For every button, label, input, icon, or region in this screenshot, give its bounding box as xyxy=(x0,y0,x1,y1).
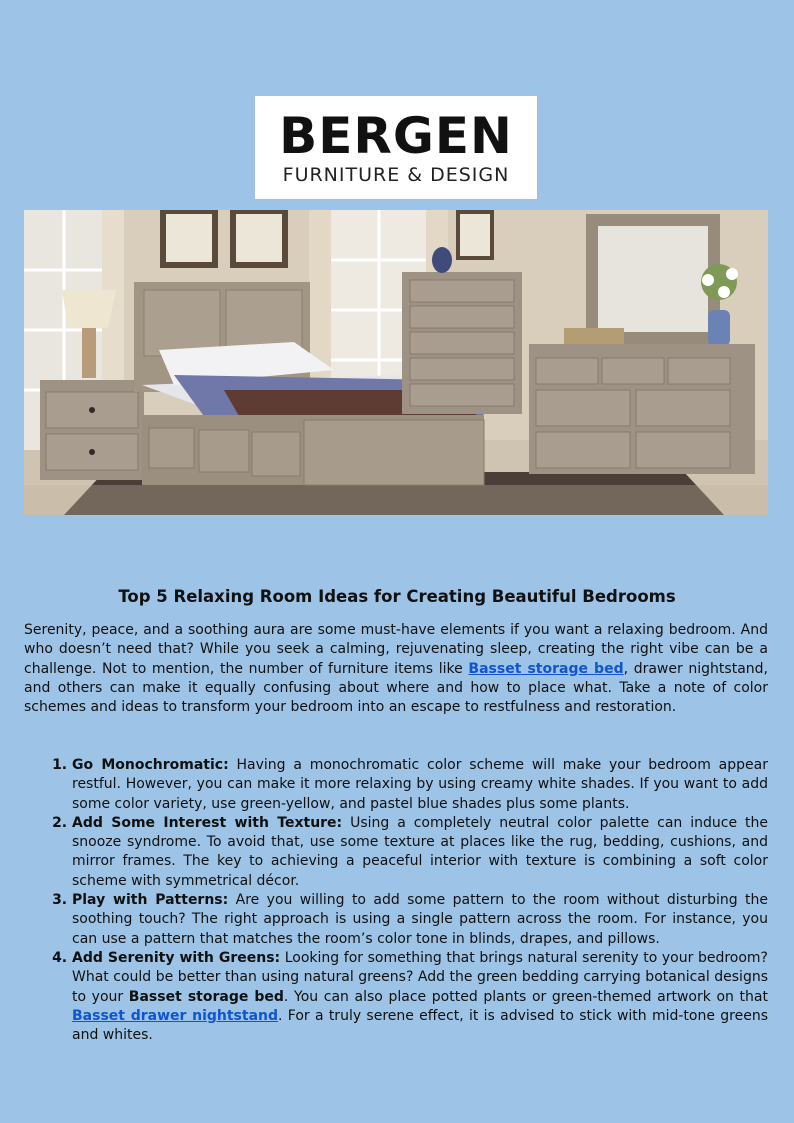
basset-storage-bed-link[interactable]: Basset storage bed xyxy=(468,660,624,677)
tip-heading: Add Some Interest with Texture: xyxy=(72,814,343,831)
brand-logo xyxy=(255,96,537,199)
list-item xyxy=(72,949,768,1045)
basset-drawer-nightstand-link[interactable]: Basset drawer nightstand xyxy=(72,1007,279,1024)
tip-text: Having a monochromatic color scheme will make your bedroom appear restful. However, you can make it more relaxing by using creamy white shades. If you want to add some color variety, use green-yellow, and pastel blue shades plus some plants. xyxy=(72,757,768,812)
tip-heading: Go Monochromatic: xyxy=(72,757,229,773)
intro-text-2: , drawer nightstand, and others can make it equally confusing about where and how to place what. Take a note of color schemes and ideas to transform your bedroom into an escape to restfulness and restoration. xyxy=(24,660,768,716)
list-item xyxy=(72,756,768,814)
article-title: Top 5 Relaxing Room Ideas for Creating Beautiful Bedrooms xyxy=(118,587,676,606)
tip-text: . For a truly serene effect, it is advised to stick with mid-tone greens and whites. xyxy=(72,1007,768,1044)
tip-bold-product: Basset storage bed xyxy=(128,988,284,1005)
tip-text: Are you willing to add some pattern to the room without disturbing the soothing touch? The right approach is using a single pattern across the room. For instance, you can use a pattern that matches the room’s color tone in blinds, drapes, and pillows. xyxy=(72,892,768,947)
tip-heading: Add Serenity with Greens: xyxy=(72,949,281,966)
intro-text-1: Serenity, peace, and a soothing aura are some must-have elements if you want a relaxing bedroom. And who doesn’t need that? While you seek a calming, rejuvenating sleep, creating the right vibe can be a challenge. Not to mention, the number of furniture items like xyxy=(24,622,768,677)
tip-text: Looking for something that brings natural serenity to your bedroom? What could be better than using natural greens? Add the green bedding carrying botanical designs to your xyxy=(72,949,768,1005)
intro-paragraph xyxy=(24,621,768,717)
list-item xyxy=(72,814,768,891)
list-item xyxy=(72,891,768,949)
bedroom-photo xyxy=(24,210,768,515)
logo-tagline: FURNITURE & DESIGN xyxy=(282,164,510,186)
tip-text: Using a completely neutral color palette can induce the snooze syndrome. To avoid that, use some texture at places like the rug, bedding, cushions, and mirror frames. The key to achieving a peaceful interior with texture is combining a soft color scheme with symmetrical décor. xyxy=(72,814,768,889)
logo-wordmark: BERGEN xyxy=(279,107,513,165)
bedroom-illustration xyxy=(24,210,768,515)
tip-text: . You can also place potted plants or green-themed artwork on that xyxy=(283,988,768,1005)
tips-list xyxy=(24,756,768,1045)
tip-heading: Play with Patterns: xyxy=(72,892,229,909)
